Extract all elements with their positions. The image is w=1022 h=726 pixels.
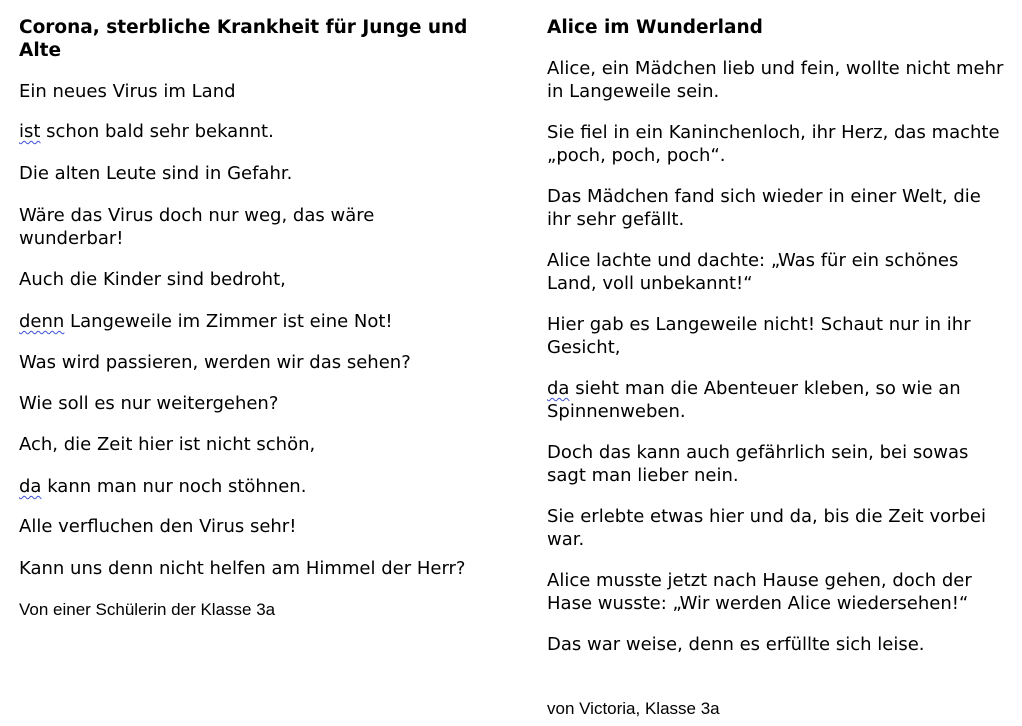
poem-right-line: Spinnenweben.: [547, 401, 686, 422]
poem-left-line: Auch die Kinder sind bedroht,: [19, 269, 286, 290]
poem-left-line: Wäre das Virus doch nur weg, das wäre: [19, 205, 375, 226]
poem-left-line: [19, 475, 306, 498]
poem-right-line: Sie erlebte etwas hier und da, bis die Zeit vorbei: [547, 506, 987, 527]
poem-right-line: Sie fiel in ein Kaninchenloch, ihr Herz, das machte: [547, 122, 1000, 143]
poem-right-line: „poch, poch, poch“.: [547, 145, 726, 166]
poem-right-line: in Langeweile sein.: [547, 81, 720, 102]
poem-right-author: von Victoria, Klasse 3a: [547, 699, 720, 718]
poem-right-line: war.: [547, 529, 585, 550]
poem-right-line: Alice lachte und dachte: „Was für ein schönes: [547, 250, 959, 271]
spellcheck-marked-word: ist: [19, 121, 41, 142]
spellcheck-marked-word: da: [19, 476, 42, 497]
poem-right-line: sagt man lieber nein.: [547, 465, 739, 486]
spellcheck-marked-word: da: [547, 378, 570, 399]
poem-right-title: Alice im Wunderland: [547, 17, 763, 38]
line-text: kann man nur noch stöhnen.: [41, 476, 307, 497]
poem-left-line: Ein neues Virus im Land: [19, 81, 236, 102]
poem-right-line: Das Mädchen fand sich wieder in einer Welt, die: [547, 186, 981, 207]
poem-left-title-line-2: Alte: [19, 40, 62, 61]
poem-left-line: Alle verfluchen den Virus sehr!: [19, 516, 297, 537]
poem-right-line: ihr sehr gefällt.: [547, 209, 685, 230]
poem-right-line: Gesicht,: [547, 337, 621, 358]
poem-left-line: Kann uns denn nicht helfen am Himmel der Herr?: [19, 558, 466, 579]
poem-right-line: Hase wusste: „Wir werden Alice wiedersehen!“: [547, 593, 969, 614]
poem-right-line: Alice musste jetzt nach Hause gehen, doch der: [547, 570, 972, 591]
poem-left-line: [19, 120, 274, 143]
poem-left-line: wunderbar!: [19, 228, 124, 249]
poem-right-line: Alice, ein Mädchen lieb und fein, wollte nicht mehr: [547, 58, 1004, 79]
poem-right-line: [547, 377, 961, 400]
poem-right-line: Das war weise, denn es erfüllte sich leise.: [547, 634, 925, 655]
poem-left-line: Was wird passieren, werden wir das sehen?: [19, 352, 411, 373]
poem-left-line: [19, 310, 393, 333]
line-text: sieht man die Abenteuer kleben, so wie an: [569, 378, 961, 399]
poem-left-line: Ach, die Zeit hier ist nicht schön,: [19, 434, 316, 455]
poem-right-line: Hier gab es Langeweile nicht! Schaut nur in ihr: [547, 314, 971, 335]
poem-right-line: Doch das kann auch gefährlich sein, bei sowas: [547, 442, 969, 463]
poem-left-line: Die alten Leute sind in Gefahr.: [19, 163, 293, 184]
poem-right-line: Land, voll unbekannt!“: [547, 273, 753, 294]
spellcheck-marked-word: denn: [19, 311, 65, 332]
poem-left-author: Von einer Schülerin der Klasse 3a: [19, 600, 276, 619]
poem-left-line: Wie soll es nur weitergehen?: [19, 393, 279, 414]
poem-left-title-line-1: Corona, sterbliche Krankheit für Junge und: [19, 17, 468, 38]
line-text: schon bald sehr bekannt.: [40, 121, 274, 142]
line-text: Langeweile im Zimmer ist eine Not!: [64, 311, 393, 332]
